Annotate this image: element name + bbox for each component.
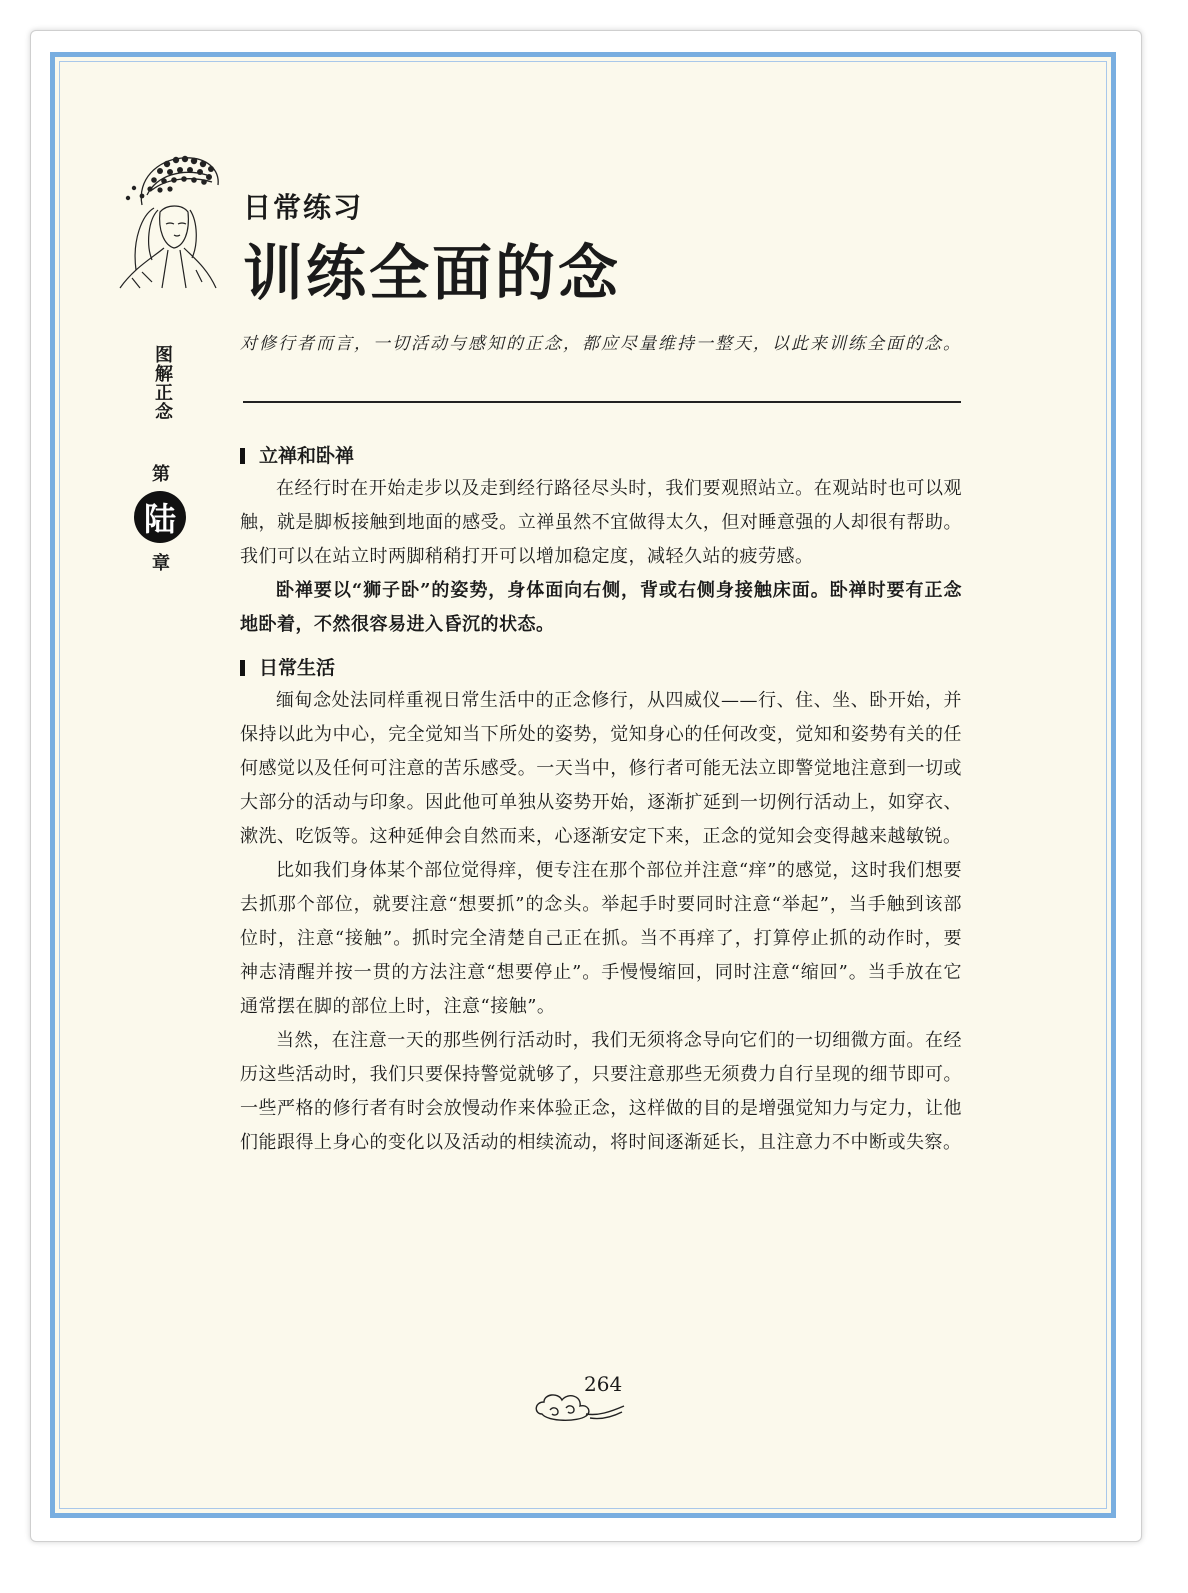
paragraph: 比如我们身体某个部位觉得痒，便专注在那个部位并注意“痒”的感觉，这时我们想要去抓那个部位，就要注意“想要抓”的念头。举起手时要同时注意“举起”，当手触到该部位时，注意“接触”。抓时完全清楚自己正在抓。当不再痒了，打算停止抓的动作时，要神志清醒并按一贯的方法注意“想要停止”。手慢慢缩回，同时注意“缩回”。当手放在它通常摆在脚的部位上时，注意“接触”。	[240, 860, 962, 1017]
cloud-ornament-icon	[532, 1386, 628, 1426]
section-heading-text: 立禅和卧禅	[259, 445, 355, 467]
section-marker-icon	[240, 660, 245, 676]
page-number: 264	[584, 1372, 623, 1396]
paragraph: 缅甸念处法同样重视日常生活中的正念修行，从四威仪——行、住、坐、卧开始，并保持以此为中心，完全觉知当下所处的姿势，觉知身心的任何改变，觉知和姿势有关的任何感觉以及任何可注意的苦乐感受。一天当中，修行者可能无法立即警觉地注意到一切或大部分的活动与印象。因此他可单独从姿势开始，逐渐扩延到一切例行活动上，如穿衣、漱洗、吃饭等。这种延伸会自然而来，心逐渐安定下来，正念的觉知会变得越来越敏锐。	[240, 690, 962, 847]
section-heading-text: 日常生活	[259, 657, 336, 679]
paragraph: 在经行时在开始走步以及走到经行路径尽头时，我们要观照站立。在观站时也可以观触，就是脚板接触到地面的感受。立禅虽然不宜做得太久，但对睡意强的人却很有帮助。我们可以在站立时两脚稍稍打开可以增加稳定度，减轻久站的疲劳感。	[240, 478, 962, 567]
chapter-prefix: 第	[152, 464, 170, 485]
section-heading	[240, 652, 962, 684]
lady-illustration	[112, 150, 222, 290]
section-marker-icon	[240, 448, 245, 464]
paragraph: 当然，在注意一天的那些例行活动时，我们无须将念导向它们的一切细微方面。在经历这些活动时，我们只要保持警觉就够了，只要注意那些无须费力自行呈现的细节即可。一些严格的修行者有时会放慢动作来体验正念，这样做的目的是增强觉知力与定力，让他们能跟得上身心的变化以及活动的相续流动，将时间逐渐延长，且注意力不中断或失察。	[240, 1030, 962, 1153]
chapter-subtitle: 日常练习	[243, 191, 364, 224]
chapter-suffix: 章	[152, 553, 170, 574]
paragraph: 卧禅要以“狮子卧”的姿势，身体面向右侧，背或右侧身接触床面。卧禅时要有正念地卧着，不然很容易进入昏沉的状态。	[240, 580, 962, 635]
book-title-vertical: 图解正念	[152, 345, 173, 421]
header-divider	[243, 401, 961, 403]
section-heading	[240, 440, 962, 472]
intro-text: 对修行者而言，一切活动与感知的正念，都应尽量维持一整天，以此来训练全面的念。	[240, 334, 962, 354]
chapter-number-badge: 陆	[134, 491, 186, 543]
page-title: 训练全面的念	[243, 239, 621, 309]
article-body	[240, 440, 962, 1160]
